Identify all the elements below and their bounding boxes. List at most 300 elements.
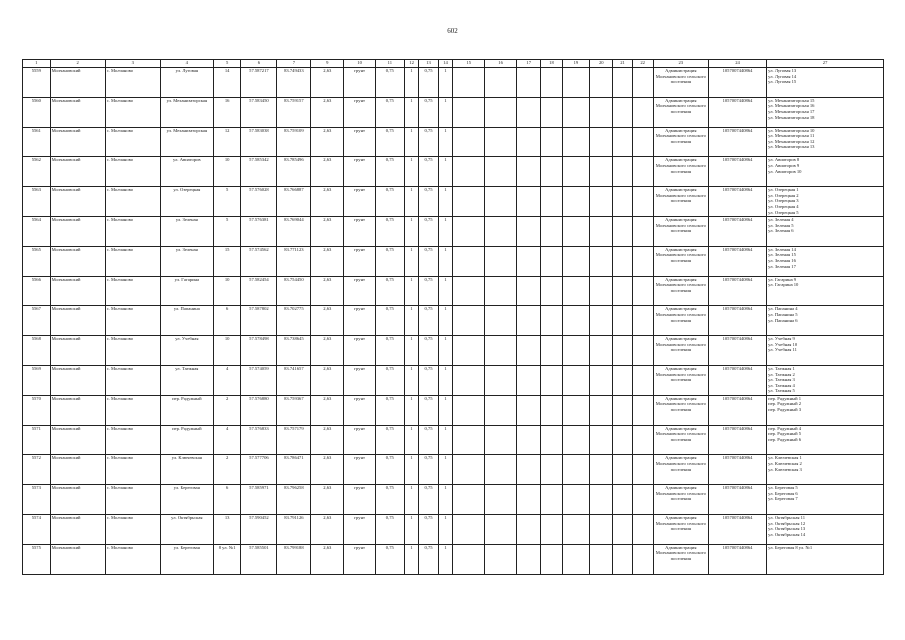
- cell-settlement: с. Молчаново: [105, 68, 160, 98]
- cell-inn: 1057007440864: [708, 425, 766, 455]
- cell-empty: [541, 276, 562, 306]
- cell-lon: 83.702775: [277, 306, 311, 336]
- cell-street: ул. Зеленая: [160, 246, 213, 276]
- cell-street: ул. Механизаторская: [160, 127, 213, 157]
- cell-empty: [453, 306, 485, 336]
- cell-addresses: ул. Октябрьская 11 ул. Октябрьская 12 ул. Октябрьская 13 ул. Октябрьская 14: [767, 514, 884, 544]
- cell-house: 10: [213, 336, 241, 366]
- cell-c12: 1: [404, 544, 419, 574]
- cell-empty: [485, 485, 517, 515]
- cell-settlement: с. Молчаново: [105, 336, 160, 366]
- cell-lat: 57.576833: [241, 425, 277, 455]
- cell-addresses: ул. Ключевская 1 ул. Ключевская 2 ул. Ключевская 3: [767, 455, 884, 485]
- cell-addresses: пер. Радужный 1 пер. Радужный 2 пер. Радужный 3: [767, 395, 884, 425]
- cell-settlement: с. Молчаново: [105, 395, 160, 425]
- cell-empty: [453, 365, 485, 395]
- cell-settlement: с. Молчаново: [105, 276, 160, 306]
- cell-empty: [541, 425, 562, 455]
- cell-c9: 2,63: [311, 365, 344, 395]
- cell-c14: 1: [438, 395, 453, 425]
- cell-house: 14: [213, 68, 241, 98]
- cell-empty: [453, 68, 485, 98]
- cell-addresses: ул. Зеленая 14 ул. Зеленая 15 ул. Зеленая 16 ул. Зеленая 17: [767, 246, 884, 276]
- cell-empty: [632, 68, 653, 98]
- cell-inn: 1057007440864: [708, 544, 766, 574]
- cell-inn: 1057007440864: [708, 97, 766, 127]
- cell-c12: 1: [404, 276, 419, 306]
- table-row: [23, 455, 884, 485]
- cell-admin: Администрация Молчановского сельского поселения: [653, 306, 708, 336]
- cell-street: ул. Таежная: [160, 365, 213, 395]
- cell-c14: 1: [438, 485, 453, 515]
- column-header: 15: [453, 60, 485, 68]
- cell-inn: 1057007440864: [708, 365, 766, 395]
- cell-c9: 2,63: [311, 127, 344, 157]
- table-body: [23, 68, 884, 575]
- table-row: [23, 514, 884, 544]
- cell-addresses: ул. Таежная 1 ул. Таежная 2 ул. Таежная 3 ул. Таежная 4 ул. Таежная 5: [767, 365, 884, 395]
- cell-empty: [613, 336, 632, 366]
- cell-empty: [632, 514, 653, 544]
- cell-empty: [453, 97, 485, 127]
- cell-empty: [453, 514, 485, 544]
- cell-empty: [541, 455, 562, 485]
- cell-lat: 57.585342: [241, 157, 277, 187]
- cell-c11: 0,75: [376, 395, 405, 425]
- cell-empty: [590, 68, 613, 98]
- cell-c12: 1: [404, 365, 419, 395]
- cell-c11: 0,75: [376, 455, 405, 485]
- cell-c13: 0,75: [419, 68, 438, 98]
- table-row: [23, 395, 884, 425]
- cell-empty: [485, 425, 517, 455]
- cell-empty: [517, 68, 541, 98]
- cell-addresses: ул. Механизаторская 10 ул. Механизаторская 11 ул. Механизаторская 12 ул. Механизаторская 13: [767, 127, 884, 157]
- cell-c10: грунт: [344, 97, 376, 127]
- cell-empty: [590, 395, 613, 425]
- cell-c9: 2,63: [311, 514, 344, 544]
- cell-settlement: с. Молчаново: [105, 97, 160, 127]
- cell-lat: 57.585971: [241, 485, 277, 515]
- cell-c11: 0,75: [376, 365, 405, 395]
- cell-lat: 57.590452: [241, 514, 277, 544]
- cell-empty: [453, 246, 485, 276]
- table-row: [23, 97, 884, 127]
- cell-empty: [590, 336, 613, 366]
- cell-empty: [590, 276, 613, 306]
- cell-num: 5571: [23, 425, 51, 455]
- cell-lon: 83.796258: [277, 485, 311, 515]
- cell-c12: 1: [404, 425, 419, 455]
- cell-admin: Администрация Молчановского сельского поселения: [653, 127, 708, 157]
- cell-admin: Администрация Молчановского сельского поселения: [653, 187, 708, 217]
- cell-empty: [541, 68, 562, 98]
- cell-c9: 2,63: [311, 246, 344, 276]
- cell-empty: [485, 306, 517, 336]
- cell-settlement: с. Молчаново: [105, 157, 160, 187]
- cell-c13: 0,75: [419, 395, 438, 425]
- cell-num: 5573: [23, 485, 51, 515]
- column-header: 21: [613, 60, 632, 68]
- cell-empty: [613, 425, 632, 455]
- cell-admin: Администрация Молчановского сельского поселения: [653, 485, 708, 515]
- cell-empty: [613, 157, 632, 187]
- cell-district: Молчановский: [50, 216, 105, 246]
- cell-empty: [562, 157, 590, 187]
- cell-c11: 0,75: [376, 68, 405, 98]
- table-row: [23, 485, 884, 515]
- cell-empty: [613, 395, 632, 425]
- cell-empty: [517, 455, 541, 485]
- cell-lat: 57.583038: [241, 127, 277, 157]
- cell-empty: [613, 485, 632, 515]
- cell-lat: 57.583450: [241, 97, 277, 127]
- cell-inn: 1057007440864: [708, 276, 766, 306]
- cell-district: Молчановский: [50, 127, 105, 157]
- cell-admin: Администрация Молчановского сельского поселения: [653, 365, 708, 395]
- cell-admin: Администрация Молчановского сельского поселения: [653, 514, 708, 544]
- cell-c9: 2,63: [311, 68, 344, 98]
- cell-empty: [453, 336, 485, 366]
- column-header: 9: [311, 60, 344, 68]
- cell-empty: [562, 365, 590, 395]
- cell-settlement: с. Молчаново: [105, 514, 160, 544]
- cell-district: Молчановский: [50, 455, 105, 485]
- table-row: [23, 276, 884, 306]
- cell-c11: 0,75: [376, 306, 405, 336]
- cell-c10: грунт: [344, 246, 376, 276]
- cell-c11: 0,75: [376, 425, 405, 455]
- cell-empty: [485, 216, 517, 246]
- cell-addresses: ул. Механизаторская 15 ул. Механизаторская 16 ул. Механизаторская 17 ул. Механизаторская 18: [767, 97, 884, 127]
- cell-addresses: ул. Береговая 5 ул. Береговая 6 ул. Береговая 7: [767, 485, 884, 515]
- cell-c14: 1: [438, 187, 453, 217]
- cell-empty: [453, 455, 485, 485]
- column-header: 18: [541, 60, 562, 68]
- cell-empty: [590, 425, 613, 455]
- cell-addresses: ул. Озерецкая 1 ул. Озерецкая 2 ул. Озерецкая 3 ул. Озерецкая 4 ул. Озерецкая 5: [767, 187, 884, 217]
- cell-c13: 0,75: [419, 425, 438, 455]
- cell-empty: [613, 544, 632, 574]
- cell-lon: 83.738645: [277, 336, 311, 366]
- cell-c11: 0,75: [376, 187, 405, 217]
- cell-empty: [485, 455, 517, 485]
- cell-lat: 57.574059: [241, 365, 277, 395]
- cell-empty: [517, 97, 541, 127]
- cell-c10: грунт: [344, 216, 376, 246]
- cell-lon: 83.759109: [277, 127, 311, 157]
- cell-empty: [517, 514, 541, 544]
- cell-empty: [613, 97, 632, 127]
- cell-c11: 0,75: [376, 485, 405, 515]
- cell-num: 5562: [23, 157, 51, 187]
- cell-empty: [517, 276, 541, 306]
- cell-district: Молчановский: [50, 544, 105, 574]
- cell-empty: [590, 187, 613, 217]
- cell-house: 6: [213, 306, 241, 336]
- cell-c13: 0,75: [419, 97, 438, 127]
- table-row: [23, 127, 884, 157]
- cell-c13: 0,75: [419, 365, 438, 395]
- cell-empty: [562, 246, 590, 276]
- cell-house: 2: [213, 455, 241, 485]
- cell-house: 6: [213, 485, 241, 515]
- cell-c12: 1: [404, 157, 419, 187]
- cell-c14: 1: [438, 246, 453, 276]
- cell-lon: 83.799188: [277, 544, 311, 574]
- cell-street: ул. Учебная: [160, 336, 213, 366]
- cell-lon: 83.791126: [277, 514, 311, 544]
- cell-empty: [613, 187, 632, 217]
- cell-lon: 83.771123: [277, 246, 311, 276]
- cell-num: 5570: [23, 395, 51, 425]
- cell-empty: [590, 544, 613, 574]
- cell-empty: [517, 544, 541, 574]
- cell-c12: 1: [404, 127, 419, 157]
- cell-empty: [562, 395, 590, 425]
- cell-c9: 2,63: [311, 97, 344, 127]
- cell-c12: 1: [404, 455, 419, 485]
- cell-empty: [541, 157, 562, 187]
- cell-empty: [613, 68, 632, 98]
- cell-district: Молчановский: [50, 187, 105, 217]
- cell-c14: 1: [438, 514, 453, 544]
- cell-c10: грунт: [344, 276, 376, 306]
- cell-street: ул. Папанина: [160, 306, 213, 336]
- cell-empty: [485, 68, 517, 98]
- cell-empty: [562, 97, 590, 127]
- cell-empty: [453, 216, 485, 246]
- column-header: 6: [241, 60, 277, 68]
- cell-c14: 1: [438, 276, 453, 306]
- cell-addresses: ул. Авиаторов 8 ул. Авиаторов 9 ул. Авиаторов 10: [767, 157, 884, 187]
- table-row: [23, 246, 884, 276]
- cell-c13: 0,75: [419, 336, 438, 366]
- cell-c9: 2,63: [311, 425, 344, 455]
- cell-num: 5564: [23, 216, 51, 246]
- cell-empty: [541, 544, 562, 574]
- cell-c10: грунт: [344, 365, 376, 395]
- cell-c10: грунт: [344, 306, 376, 336]
- cell-empty: [632, 425, 653, 455]
- column-header: 5: [213, 60, 241, 68]
- cell-empty: [613, 216, 632, 246]
- cell-c12: 1: [404, 68, 419, 98]
- cell-street: ул. Ключевская: [160, 455, 213, 485]
- cell-empty: [541, 485, 562, 515]
- cell-addresses: ул. Папанина 4 ул. Папанина 5 ул. Папанина 6: [767, 306, 884, 336]
- cell-num: 5574: [23, 514, 51, 544]
- cell-district: Молчановский: [50, 68, 105, 98]
- column-header: 14: [438, 60, 453, 68]
- table-row: [23, 68, 884, 98]
- cell-admin: Администрация Молчановского сельского поселения: [653, 97, 708, 127]
- cell-empty: [541, 395, 562, 425]
- cell-house: 10: [213, 276, 241, 306]
- cell-c12: 1: [404, 306, 419, 336]
- cell-empty: [485, 544, 517, 574]
- cell-addresses: ул. Гагарина 9 ул. Гагарина 10: [767, 276, 884, 306]
- cell-c10: грунт: [344, 544, 376, 574]
- cell-inn: 1057007440864: [708, 187, 766, 217]
- cell-c11: 0,75: [376, 216, 405, 246]
- cell-settlement: с. Молчаново: [105, 365, 160, 395]
- cell-inn: 1057007440864: [708, 306, 766, 336]
- cell-settlement: с. Молчаново: [105, 485, 160, 515]
- cell-house: 12: [213, 127, 241, 157]
- cell-district: Молчановский: [50, 485, 105, 515]
- cell-c13: 0,75: [419, 485, 438, 515]
- cell-empty: [562, 68, 590, 98]
- cell-c13: 0,75: [419, 276, 438, 306]
- cell-empty: [453, 187, 485, 217]
- cell-empty: [541, 336, 562, 366]
- cell-empty: [453, 425, 485, 455]
- cell-empty: [632, 246, 653, 276]
- column-header: 19: [562, 60, 590, 68]
- cell-lon: 83.766887: [277, 187, 311, 217]
- table-row: [23, 157, 884, 187]
- cell-empty: [613, 514, 632, 544]
- cell-empty: [590, 157, 613, 187]
- cell-empty: [541, 216, 562, 246]
- cell-empty: [590, 306, 613, 336]
- cell-empty: [562, 514, 590, 544]
- column-header: 17: [517, 60, 541, 68]
- cell-c12: 1: [404, 336, 419, 366]
- cell-c13: 0,75: [419, 216, 438, 246]
- cell-district: Молчановский: [50, 157, 105, 187]
- cell-empty: [485, 246, 517, 276]
- cell-empty: [485, 127, 517, 157]
- cell-c12: 1: [404, 97, 419, 127]
- cell-c13: 0,75: [419, 246, 438, 276]
- cell-c14: 1: [438, 455, 453, 485]
- table-row: [23, 306, 884, 336]
- column-header: 4: [160, 60, 213, 68]
- cell-empty: [632, 127, 653, 157]
- cell-street: ул. Зеленая: [160, 216, 213, 246]
- cell-admin: Администрация Молчановского сельского поселения: [653, 276, 708, 306]
- cell-settlement: с. Молчаново: [105, 306, 160, 336]
- cell-c9: 2,63: [311, 306, 344, 336]
- cell-empty: [562, 216, 590, 246]
- cell-empty: [562, 455, 590, 485]
- cell-empty: [541, 187, 562, 217]
- column-header: 12: [404, 60, 419, 68]
- cell-c12: 1: [404, 246, 419, 276]
- registry-table: [22, 59, 884, 575]
- cell-c14: 1: [438, 68, 453, 98]
- cell-c9: 2,63: [311, 216, 344, 246]
- cell-c10: грунт: [344, 455, 376, 485]
- cell-empty: [453, 485, 485, 515]
- cell-num: 5561: [23, 127, 51, 157]
- cell-lat: 57.587217: [241, 68, 277, 98]
- cell-num: 5566: [23, 276, 51, 306]
- cell-empty: [613, 127, 632, 157]
- cell-c11: 0,75: [376, 246, 405, 276]
- cell-c11: 0,75: [376, 157, 405, 187]
- cell-district: Молчановский: [50, 336, 105, 366]
- cell-c9: 2,63: [311, 395, 344, 425]
- cell-lat: 57.578498: [241, 336, 277, 366]
- cell-admin: Администрация Молчановского сельского поселения: [653, 336, 708, 366]
- cell-empty: [632, 395, 653, 425]
- cell-empty: [541, 365, 562, 395]
- cell-c9: 2,63: [311, 485, 344, 515]
- cell-addresses: ул. Учебная 9 ул. Учебная 10 ул. Учебная 11: [767, 336, 884, 366]
- cell-empty: [613, 455, 632, 485]
- cell-street: ул. Береговая: [160, 544, 213, 574]
- cell-district: Молчановский: [50, 246, 105, 276]
- cell-c13: 0,75: [419, 514, 438, 544]
- cell-lat: 57.582454: [241, 276, 277, 306]
- cell-c9: 2,63: [311, 336, 344, 366]
- table-row: [23, 544, 884, 574]
- cell-empty: [632, 336, 653, 366]
- cell-inn: 1057007440864: [708, 336, 766, 366]
- cell-settlement: с. Молчаново: [105, 544, 160, 574]
- cell-street: ул. Авиаторов: [160, 157, 213, 187]
- cell-c12: 1: [404, 514, 419, 544]
- cell-admin: Администрация Молчановского сельского поселения: [653, 216, 708, 246]
- cell-empty: [485, 157, 517, 187]
- cell-inn: 1057007440864: [708, 127, 766, 157]
- cell-district: Молчановский: [50, 276, 105, 306]
- column-header: 2: [50, 60, 105, 68]
- cell-inn: 1057007440864: [708, 485, 766, 515]
- cell-num: 5559: [23, 68, 51, 98]
- cell-house: 8 ул. №1: [213, 544, 241, 574]
- cell-addresses: пер. Радужный 4 пер. Радужный 5 пер. Радужный 6: [767, 425, 884, 455]
- header-row: [23, 60, 884, 68]
- cell-empty: [562, 187, 590, 217]
- cell-empty: [541, 97, 562, 127]
- cell-empty: [517, 425, 541, 455]
- cell-empty: [590, 365, 613, 395]
- cell-district: Молчановский: [50, 97, 105, 127]
- cell-admin: Администрация Молчановского сельского поселения: [653, 455, 708, 485]
- column-header: 1: [23, 60, 51, 68]
- cell-c12: 1: [404, 485, 419, 515]
- cell-district: Молчановский: [50, 514, 105, 544]
- cell-street: ул. Октябрьская: [160, 514, 213, 544]
- cell-empty: [517, 187, 541, 217]
- cell-district: Молчановский: [50, 425, 105, 455]
- cell-street: ул. Гагарина: [160, 276, 213, 306]
- cell-house: 4: [213, 425, 241, 455]
- cell-inn: 1057007440864: [708, 395, 766, 425]
- cell-house: 13: [213, 514, 241, 544]
- cell-empty: [517, 336, 541, 366]
- cell-house: 2: [213, 395, 241, 425]
- cell-c9: 2,63: [311, 157, 344, 187]
- cell-lat: 57.576880: [241, 395, 277, 425]
- cell-c13: 0,75: [419, 157, 438, 187]
- cell-empty: [632, 97, 653, 127]
- cell-empty: [517, 306, 541, 336]
- cell-c14: 1: [438, 157, 453, 187]
- cell-lat: 57.577706: [241, 455, 277, 485]
- cell-num: 5563: [23, 187, 51, 217]
- cell-empty: [517, 127, 541, 157]
- cell-settlement: с. Молчаново: [105, 455, 160, 485]
- cell-empty: [632, 455, 653, 485]
- cell-house: 5: [213, 216, 241, 246]
- cell-c14: 1: [438, 365, 453, 395]
- cell-empty: [590, 127, 613, 157]
